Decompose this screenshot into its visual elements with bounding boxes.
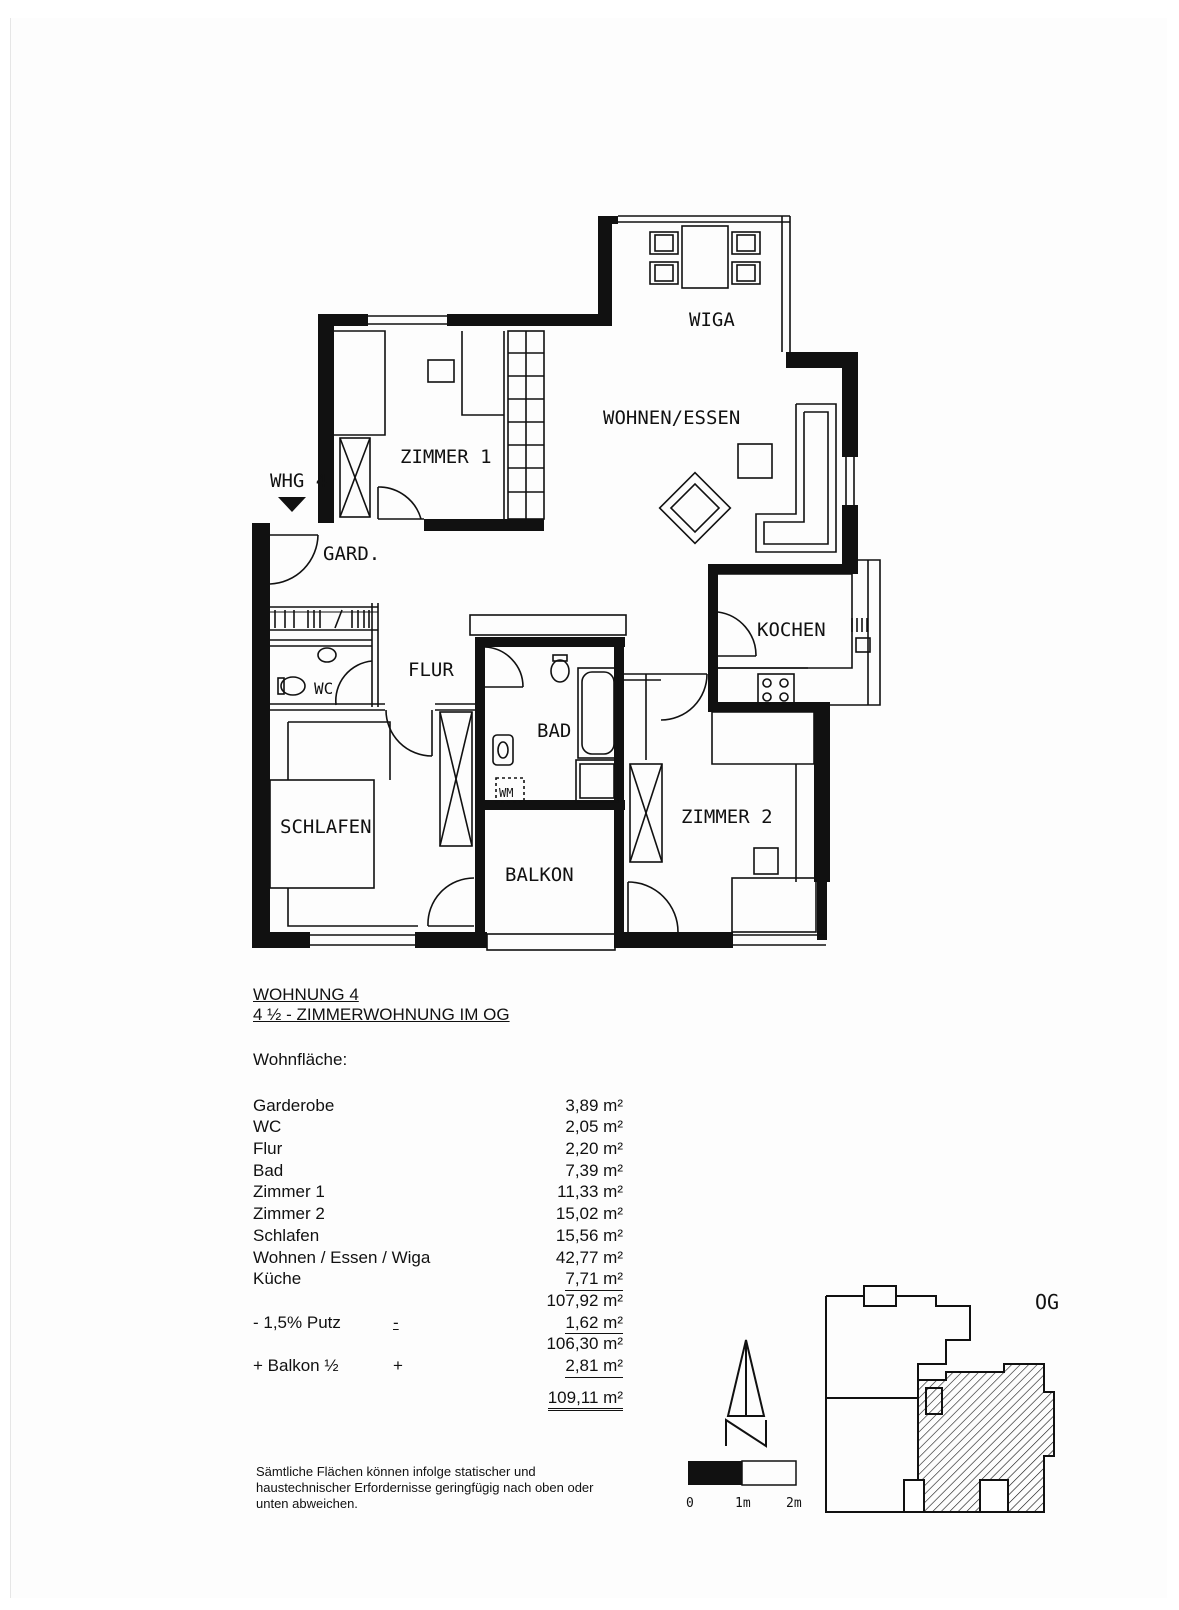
room-label-gard: GARD. bbox=[323, 543, 381, 565]
area-row-value: 15,02 m² bbox=[555, 1204, 623, 1224]
room-label-flur: FLUR bbox=[408, 659, 454, 681]
area-row-label: Flur bbox=[253, 1139, 283, 1159]
area-row-value: 11,33 m² bbox=[557, 1182, 623, 1202]
after-putz-value: 106,30 m² bbox=[546, 1334, 623, 1354]
area-row bbox=[253, 1095, 623, 1117]
area-row-value: 42,77 m² bbox=[555, 1247, 623, 1267]
balkon-row bbox=[253, 1355, 623, 1377]
area-row bbox=[253, 1203, 623, 1225]
entrance-arrow-icon bbox=[278, 497, 306, 512]
area-row bbox=[253, 1181, 623, 1203]
disclaimer-note: Sämtliche Flächen können infolge statischer und haustechnischer Erfordernisse geringfügig nach oben oder unten abweichen. bbox=[256, 1464, 594, 1511]
room-label-wohnen-essen: WOHNEN/ESSEN bbox=[603, 407, 741, 429]
exterior-walls bbox=[252, 216, 858, 948]
area-row-label: WC bbox=[253, 1117, 282, 1137]
room-label-zimmer-1: ZIMMER 1 bbox=[400, 446, 492, 468]
room-label-wc: WC bbox=[314, 679, 334, 698]
putz-label: - 1,5% Putz bbox=[253, 1312, 341, 1332]
area-row bbox=[253, 1247, 623, 1269]
area-row-label: Bad bbox=[253, 1160, 284, 1180]
area-row-value: 7,39 m² bbox=[565, 1160, 623, 1180]
area-row bbox=[253, 1225, 623, 1247]
north-arrow-icon bbox=[726, 1340, 766, 1446]
keyplan-label: OG bbox=[1035, 1290, 1060, 1314]
scale-label-0: 0 bbox=[686, 1496, 694, 1511]
area-row bbox=[253, 1116, 623, 1138]
area-row bbox=[253, 1138, 623, 1160]
key-plan bbox=[826, 1286, 1054, 1512]
balkon-label: + Balkon ½ bbox=[253, 1355, 339, 1375]
subtotal-row bbox=[253, 1290, 623, 1312]
total-row bbox=[253, 1387, 623, 1409]
area-info bbox=[253, 985, 623, 1408]
area-row-value: 7,71 m² bbox=[565, 1268, 623, 1291]
area-row-label: Zimmer 2 bbox=[253, 1204, 325, 1224]
room-label-schlafen: SCHLAFEN bbox=[280, 816, 372, 838]
total-value: 109,11 m² bbox=[548, 1387, 623, 1412]
scale-label-1m: 1m bbox=[735, 1496, 751, 1511]
scale-label-2m: 2m bbox=[786, 1496, 802, 1511]
apartment-subtitle: 4 ½ - ZIMMERWOHNUNG IM OG bbox=[253, 1005, 510, 1024]
after-putz-row bbox=[253, 1333, 623, 1355]
apartment-title: WOHNUNG 4 bbox=[253, 985, 359, 1004]
putz-operator: - bbox=[393, 1312, 399, 1332]
area-row-label: Wohnen / Essen / Wiga bbox=[253, 1247, 431, 1267]
area-row-label: Garderobe bbox=[253, 1095, 335, 1115]
room-label-zimmer-2: ZIMMER 2 bbox=[681, 806, 773, 828]
area-heading: Wohnfläche: bbox=[253, 1050, 348, 1069]
putz-row bbox=[253, 1312, 623, 1334]
area-row bbox=[253, 1160, 623, 1182]
interior-lines bbox=[270, 216, 880, 950]
area-row-value: 2,05 m² bbox=[565, 1117, 623, 1137]
room-label-wm: WM bbox=[499, 786, 514, 800]
room-label-wiga: WIGA bbox=[689, 309, 735, 331]
area-row-label: Zimmer 1 bbox=[253, 1182, 325, 1202]
area-row-value: 3,89 m² bbox=[565, 1095, 623, 1115]
area-row bbox=[253, 1268, 623, 1290]
subtotal-value: 107,92 m² bbox=[546, 1290, 623, 1310]
room-label-whg: WHG 4 bbox=[270, 470, 328, 492]
area-row-label: Küche bbox=[253, 1269, 302, 1289]
room-label-kochen: KOCHEN bbox=[757, 619, 826, 641]
putz-value: 1,62 m² bbox=[565, 1312, 623, 1335]
area-row-value: 15,56 m² bbox=[555, 1225, 623, 1245]
balkon-operator: + bbox=[393, 1355, 403, 1375]
room-label-balkon: BALKON bbox=[505, 864, 574, 886]
area-row-label: Schlafen bbox=[253, 1225, 320, 1245]
scale-bar bbox=[688, 1461, 796, 1485]
area-row-value: 2,20 m² bbox=[565, 1139, 623, 1159]
balkon-value: 2,81 m² bbox=[565, 1355, 623, 1378]
room-label-bad: BAD bbox=[537, 720, 572, 742]
